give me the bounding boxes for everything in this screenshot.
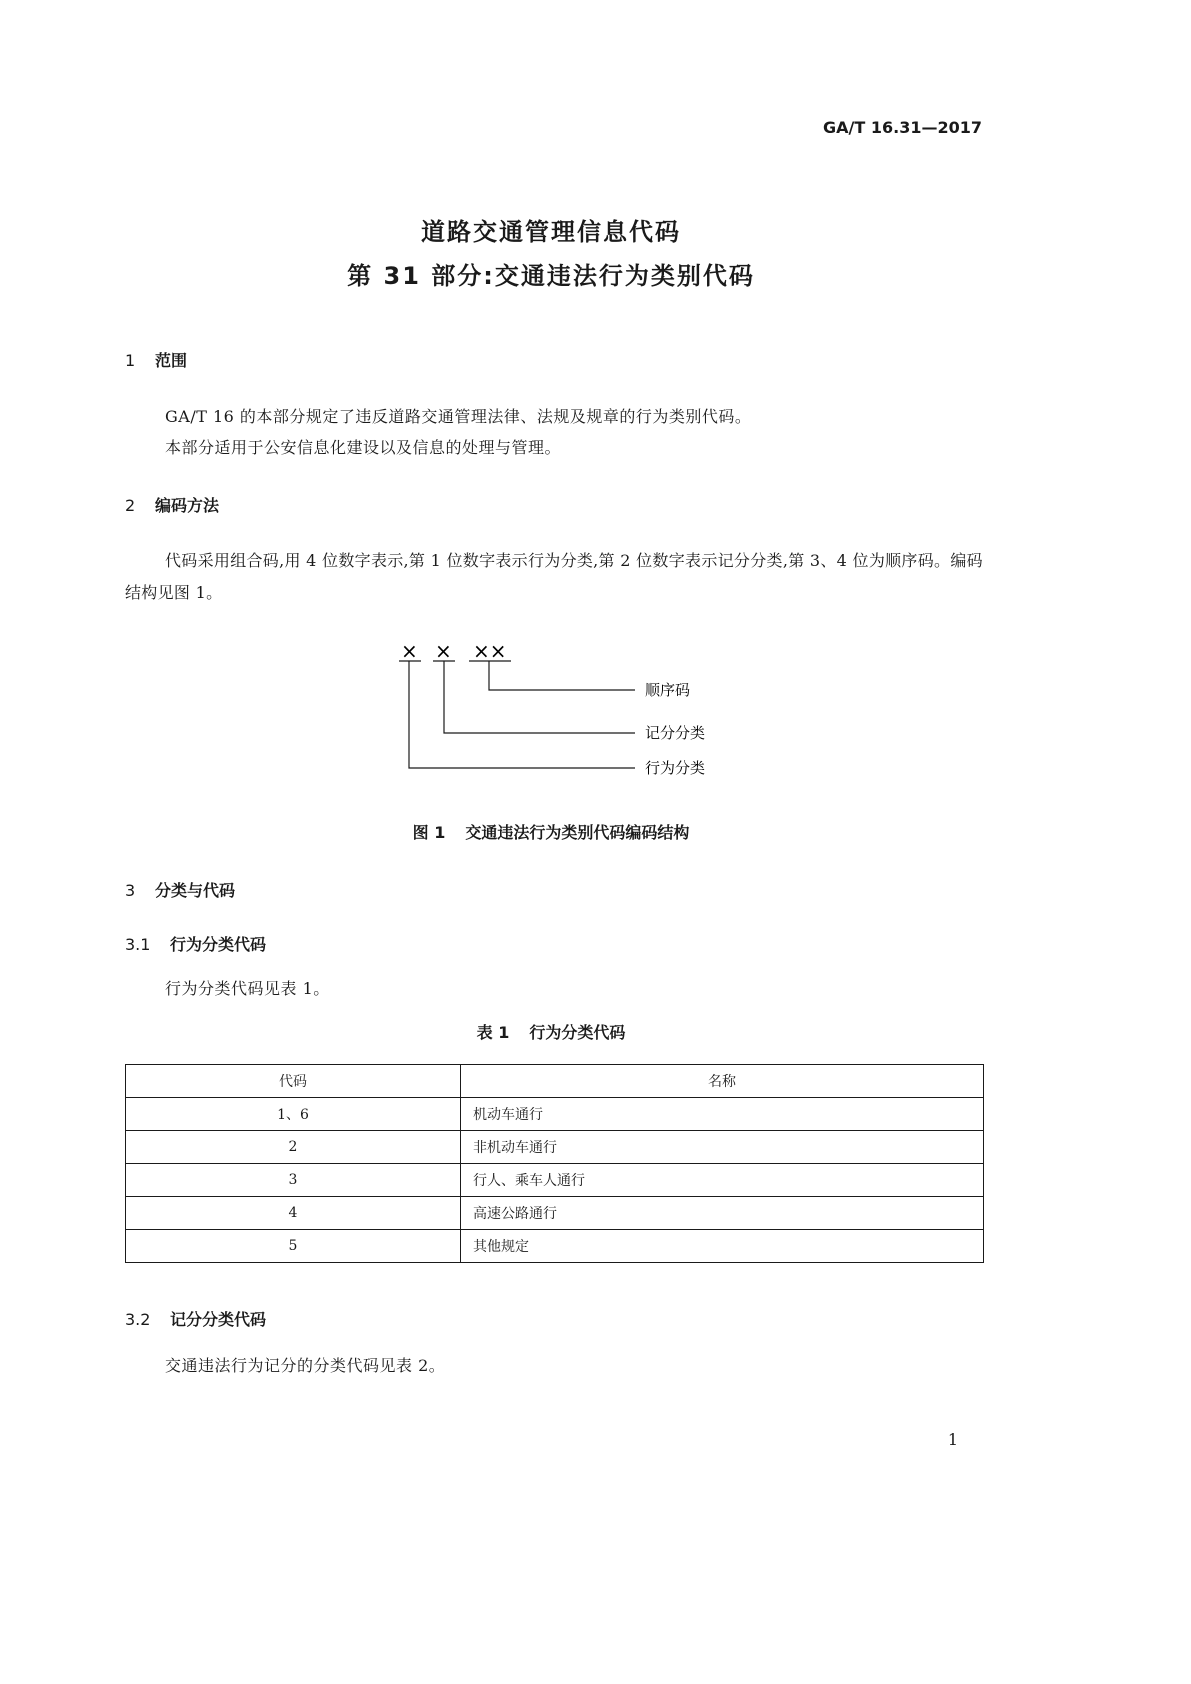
behavior-label: 行为分类 bbox=[645, 759, 706, 777]
section-title: 记分分类代码 bbox=[170, 1310, 267, 1329]
points-digit-mark: × bbox=[435, 640, 452, 663]
cell-code: 1、6 bbox=[126, 1098, 461, 1131]
document-title: 道路交通管理信息代码 bbox=[421, 218, 681, 246]
table-row bbox=[126, 1098, 984, 1131]
section-number: 1 bbox=[125, 351, 136, 370]
table-title: 行为分类代码 bbox=[529, 1023, 626, 1042]
table-row bbox=[126, 1230, 984, 1263]
table-number: 表 1 bbox=[476, 1023, 510, 1042]
table-header-row bbox=[126, 1065, 984, 1098]
points-label: 记分分类 bbox=[645, 724, 706, 742]
section-number: 3.2 bbox=[125, 1310, 151, 1329]
header-code: 代码 bbox=[126, 1065, 461, 1098]
cell-code: 5 bbox=[126, 1230, 461, 1263]
header-name: 名称 bbox=[461, 1065, 984, 1098]
section-3-1-heading bbox=[125, 932, 266, 955]
section-title: 分类与代码 bbox=[155, 881, 236, 900]
cell-code: 3 bbox=[126, 1164, 461, 1197]
cell-name: 其他规定 bbox=[461, 1230, 984, 1263]
figure-1-caption bbox=[0, 820, 1102, 843]
section-2-heading bbox=[125, 493, 219, 516]
cell-name: 非机动车通行 bbox=[461, 1131, 984, 1164]
section-3-heading bbox=[125, 878, 235, 901]
figure-number: 图 1 bbox=[412, 823, 446, 842]
section-number: 3 bbox=[125, 881, 136, 900]
section-3-1-paragraph: 行为分类代码见表 1。 bbox=[165, 979, 330, 998]
section-1-heading bbox=[125, 348, 187, 371]
encoding-paragraph: 代码采用组合码,用 4 位数字表示,第 1 位数字表示行为分类,第 2 位数字表示记分分类,第 3、4 位为顺序码。编码结构见图 1。 bbox=[125, 551, 983, 602]
sequence-label: 顺序码 bbox=[645, 681, 691, 699]
encoding-structure-diagram bbox=[395, 640, 725, 790]
section-number: 3.1 bbox=[125, 935, 151, 954]
sequence-connector bbox=[489, 661, 635, 690]
standard-number: GA/T 16.31—2017 bbox=[823, 118, 982, 137]
cell-code: 4 bbox=[126, 1197, 461, 1230]
section-number: 2 bbox=[125, 496, 136, 515]
cell-name: 行人、乘车人通行 bbox=[461, 1164, 984, 1197]
points-connector bbox=[444, 661, 635, 733]
scope-paragraph-1: GA/T 16 的本部分规定了违反道路交通管理法律、法规及规章的行为类别代码。 bbox=[165, 407, 752, 426]
sequence-digit-mark: ×× bbox=[473, 640, 507, 663]
behavior-digit-mark: × bbox=[401, 640, 418, 663]
document-subtitle: 第 31 部分:交通违法行为类别代码 bbox=[347, 262, 755, 290]
figure-title: 交通违法行为类别代码编码结构 bbox=[465, 823, 690, 842]
behavior-connector bbox=[409, 661, 635, 768]
section-title: 行为分类代码 bbox=[170, 935, 267, 954]
cell-code: 2 bbox=[126, 1131, 461, 1164]
section-3-2-paragraph: 交通违法行为记分的分类代码见表 2。 bbox=[165, 1356, 446, 1375]
table-1-caption bbox=[0, 1020, 1102, 1043]
table-row bbox=[126, 1197, 984, 1230]
page-number: 1 bbox=[947, 1430, 958, 1449]
cell-name: 机动车通行 bbox=[461, 1098, 984, 1131]
cell-name: 高速公路通行 bbox=[461, 1197, 984, 1230]
section-title: 编码方法 bbox=[155, 496, 220, 515]
scope-paragraph-2: 本部分适用于公安信息化建设以及信息的处理与管理。 bbox=[165, 438, 562, 457]
table-row bbox=[126, 1131, 984, 1164]
behavior-classification-table bbox=[125, 1064, 984, 1263]
section-3-2-heading bbox=[125, 1307, 266, 1330]
table-row bbox=[126, 1164, 984, 1197]
section-title: 范围 bbox=[155, 351, 188, 370]
